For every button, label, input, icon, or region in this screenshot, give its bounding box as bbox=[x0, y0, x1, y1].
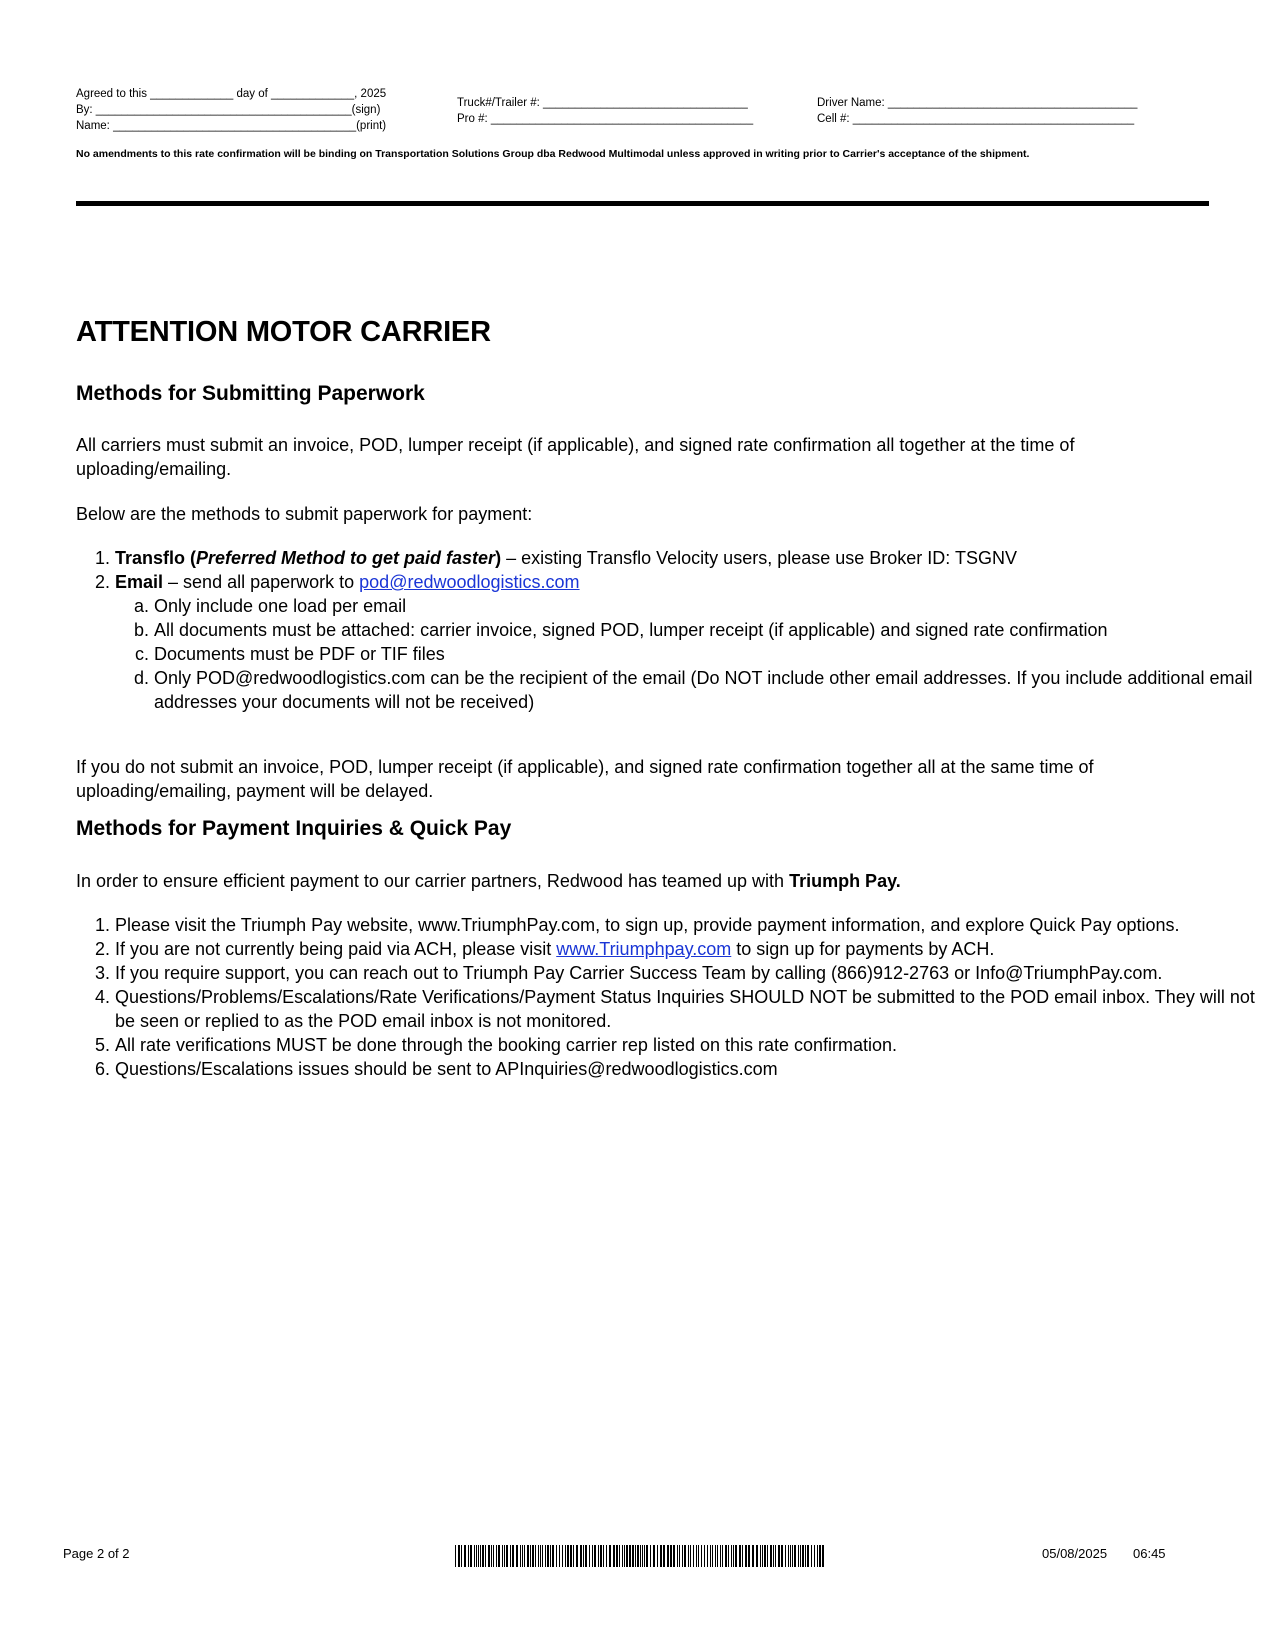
list-item: 3. If you require support, you can reach out to Triumph Pay Carrier Success Team by calling (866)912-2763 or Info@TriumphPay.com. bbox=[115, 961, 1255, 985]
list-item: c. Documents must be PDF or TIF files bbox=[154, 642, 1255, 666]
submit-intro: All carriers must submit an invoice, POD, lumper receipt (if applicable), and signed rate confirmation all together at the time of uploading/emailing. bbox=[76, 435, 1075, 479]
name-print-line: Name: ______________________________________(print) bbox=[76, 120, 387, 132]
submit-closing: If you do not submit an invoice, POD, lumper receipt (if applicable), and signed rate confirmation together all at the same time of uploading/emailing, payment will be delayed. bbox=[76, 757, 1094, 801]
list-item: 1. Please visit the Triumph Pay website, www.TriumphPay.com, to sign up, provide payment information, and explore Quick Pay options. bbox=[115, 913, 1255, 937]
driver-name-line: Driver Name: _______________________________________ bbox=[817, 97, 1138, 109]
list-item: 5. All rate verifications MUST be done through the booking carrier rep listed on this rate confirmation. bbox=[115, 1033, 1255, 1057]
list-item: 4. Questions/Problems/Escalations/Rate Verifications/Payment Status Inquiries SHOULD NOT be submitted to the POD email inbox. They will not be seen or replied to as the POD email inbox is not monitored. bbox=[115, 985, 1255, 1033]
triumphpay-link[interactable]: www.Triumphpay.com bbox=[556, 939, 732, 959]
list-item: 2. If you are not currently being paid via ACH, please visit www.Triumphpay.com to sign up for payments by ACH. bbox=[115, 937, 1255, 961]
section-heading-submitting-paperwork: Methods for Submitting Paperwork bbox=[76, 382, 425, 405]
cell-number-line: Cell #: ____________________________________________ bbox=[817, 113, 1135, 125]
list-item: b. All documents must be attached: carrier invoice, signed POD, lumper receipt (if applicable) and signed rate confirmation bbox=[154, 618, 1255, 642]
pro-number-line: Pro #: _________________________________________ bbox=[457, 113, 754, 125]
email-requirements-list bbox=[115, 594, 1255, 714]
by-sign-line: By: ________________________________________(sign) bbox=[76, 104, 381, 116]
submission-methods-list bbox=[76, 546, 1255, 714]
payment-inquiries-list bbox=[76, 913, 1255, 1081]
footer-time: 06:45 bbox=[1133, 1546, 1166, 1561]
section-heading-payment-inquiries: Methods for Payment Inquiries & Quick Pay bbox=[76, 817, 512, 840]
list-item: d. Only POD@redwoodlogistics.com can be the recipient of the email (Do NOT include other email addresses. If you include additional email addresses your documents will not be received) bbox=[154, 666, 1255, 714]
barcode-icon bbox=[455, 1545, 825, 1567]
pod-email-link[interactable]: pod@redwoodlogistics.com bbox=[359, 572, 580, 592]
page-number: Page 2 of 2 bbox=[63, 1546, 130, 1561]
list-item: 6. Questions/Escalations issues should be sent to APInquiries@redwoodlogistics.com bbox=[115, 1057, 1255, 1081]
payment-intro: In order to ensure efficient payment to our carrier partners, Redwood has teamed up with Triumph Pay. bbox=[76, 871, 901, 891]
page-title: ATTENTION MOTOR CARRIER bbox=[76, 316, 491, 348]
list-item: a. Only include one load per email bbox=[154, 594, 1255, 618]
agreed-line: Agreed to this _____________ day of _____________, 2025 bbox=[76, 88, 387, 100]
footer-date: 05/08/2025 bbox=[1042, 1546, 1108, 1561]
amendment-notice: No amendments to this rate confirmation will be binding on Transportation Solutions Group dba Redwood Multimodal unless approved in writing prior to Carrier's acceptance of the shipment. bbox=[76, 148, 1030, 160]
header-divider bbox=[76, 201, 1209, 206]
submit-lead: Below are the methods to submit paperwork for payment: bbox=[76, 504, 533, 524]
list-item-transflo: 1. Transflo (Preferred Method to get paid faster) – existing Transflo Velocity users, please use Broker ID: TSGNV bbox=[115, 546, 1255, 570]
truck-trailer-line: Truck#/Trailer #: ________________________________ bbox=[457, 97, 748, 109]
list-item-email: 2. Email – send all paperwork to pod@redwoodlogistics.com a. Only include one load per email b. All documents must be attached: carrier invoice, signed POD, lumper receipt (if applicable) and signed rate confirmation c. Documents must be PDF or TIF files d. Only POD@redwoodlogistics.com can be the recipient of the email (Do NOT include other email addresses. If you include additional email addresses your documents will not be received) bbox=[115, 570, 1255, 714]
